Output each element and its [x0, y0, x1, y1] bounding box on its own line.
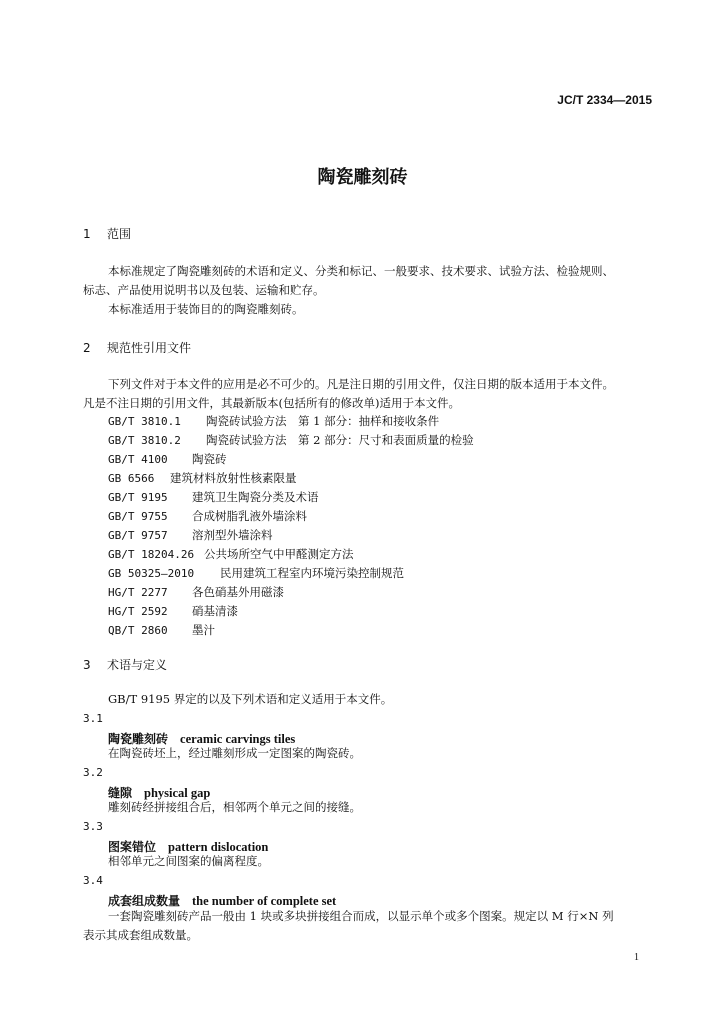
reference-code: QB/T 2860 [108, 624, 168, 637]
term-english: ceramic carvings tiles [180, 732, 296, 746]
reference-item [108, 451, 227, 467]
reference-item [108, 413, 439, 429]
term-number: 3.4 [83, 874, 103, 887]
reference-title: 墨汁 [192, 623, 215, 637]
term-number: 3.1 [83, 712, 103, 725]
standard-code: JC/T 2334—2015 [557, 93, 652, 107]
reference-title: 合成树脂乳液外墙涂料 [192, 509, 307, 523]
reference-item [108, 432, 474, 448]
term-number: 3.2 [83, 766, 103, 779]
term-english: pattern dislocation [168, 840, 269, 854]
paragraph: 本标准适用于装饰目的的陶瓷雕刻砖。 [108, 302, 304, 316]
reference-item [108, 508, 307, 524]
term-chinese: 缝隙 [108, 786, 133, 800]
reference-code: GB/T 3810.1 [108, 415, 181, 428]
reference-title: 公共场所空气中甲醛测定方法 [204, 547, 354, 561]
term-english: the number of complete set [192, 894, 337, 908]
section-title: 术语与定义 [107, 658, 168, 672]
reference-code: GB/T 3810.2 [108, 434, 181, 447]
reference-code: HG/T 2277 [108, 586, 168, 599]
reference-item [108, 489, 319, 505]
reference-code: GB/T 4100 [108, 453, 168, 466]
reference-item [108, 603, 238, 619]
reference-code: GB/T 9195 [108, 491, 168, 504]
reference-code: GB/T 18204.26 [108, 548, 195, 561]
term-definition: 一套陶瓷雕刻砖产品一般由 1 块或多块拼接组合而成，以显示单个或多个图案。规定以 M 行×N 列 [108, 909, 614, 923]
term-english: physical gap [144, 786, 211, 800]
section-heading-scope [83, 225, 131, 242]
term-definition: 在陶瓷砖坯上，经过雕刻形成一定图案的陶瓷砖。 [108, 746, 361, 760]
section-title: 范围 [107, 227, 132, 241]
section-heading-terms [83, 656, 167, 673]
reference-code: GB 6566 [108, 472, 155, 485]
section-number: 1 [83, 227, 91, 241]
section-title: 规范性引用文件 [107, 341, 192, 355]
page-number: 1 [634, 952, 639, 963]
paragraph-continuation: 标志、产品使用说明书以及包装、运输和贮存。 [83, 283, 325, 297]
reference-title: 陶瓷砖试验方法 第 2 部分：尺寸和表面质量的检验 [206, 433, 474, 447]
reference-title: 民用建筑工程室内环境污染控制规范 [220, 566, 404, 580]
section-number: 2 [83, 341, 91, 355]
section-number: 3 [83, 658, 91, 672]
term-chinese: 图案错位 [108, 840, 157, 854]
reference-code: GB 50325—2010 [108, 567, 195, 580]
reference-title: 建筑材料放射性核素限量 [170, 471, 297, 485]
reference-item [108, 470, 297, 486]
term-definition-continuation: 表示其成套组成数量。 [83, 928, 198, 942]
reference-item [108, 546, 354, 562]
reference-title: 溶剂型外墙涂料 [192, 528, 273, 542]
reference-title: 陶瓷砖 [192, 452, 227, 466]
reference-item [108, 584, 284, 600]
document-title: 陶瓷雕刻砖 [317, 167, 408, 188]
reference-code: GB/T 9757 [108, 529, 168, 542]
reference-item [108, 565, 404, 581]
reference-item [108, 622, 215, 638]
reference-item [108, 527, 273, 543]
reference-title: 建筑卫生陶瓷分类及术语 [192, 490, 319, 504]
reference-code: GB/T 9755 [108, 510, 168, 523]
paragraph-continuation: 凡是不注日期的引用文件，其最新版本(包括所有的修改单)适用于本文件。 [83, 396, 460, 410]
paragraph: GB/T 9195 界定的以及下列术语和定义适用于本文件。 [108, 692, 393, 706]
term-chinese: 成套组成数量 [108, 894, 181, 908]
term-definition: 雕刻砖经拼接组合后，相邻两个单元之间的接缝。 [108, 800, 361, 814]
reference-title: 硝基清漆 [192, 604, 238, 618]
reference-code: HG/T 2592 [108, 605, 168, 618]
term-definition: 相邻单元之间图案的偏离程度。 [108, 854, 269, 868]
term-chinese: 陶瓷雕刻砖 [108, 732, 169, 746]
reference-title: 各色硝基外用磁漆 [192, 585, 284, 599]
reference-title: 陶瓷砖试验方法 第 1 部分：抽样和接收条件 [206, 414, 440, 428]
section-heading-normative [83, 339, 191, 356]
paragraph: 下列文件对于本文件的应用是必不可少的。凡是注日期的引用文件，仅注日期的版本适用于本文件。 [108, 377, 614, 391]
paragraph: 本标准规定了陶瓷雕刻砖的术语和定义、分类和标记、一般要求、技术要求、试验方法、检验规则、 [108, 264, 614, 278]
term-number: 3.3 [83, 820, 103, 833]
